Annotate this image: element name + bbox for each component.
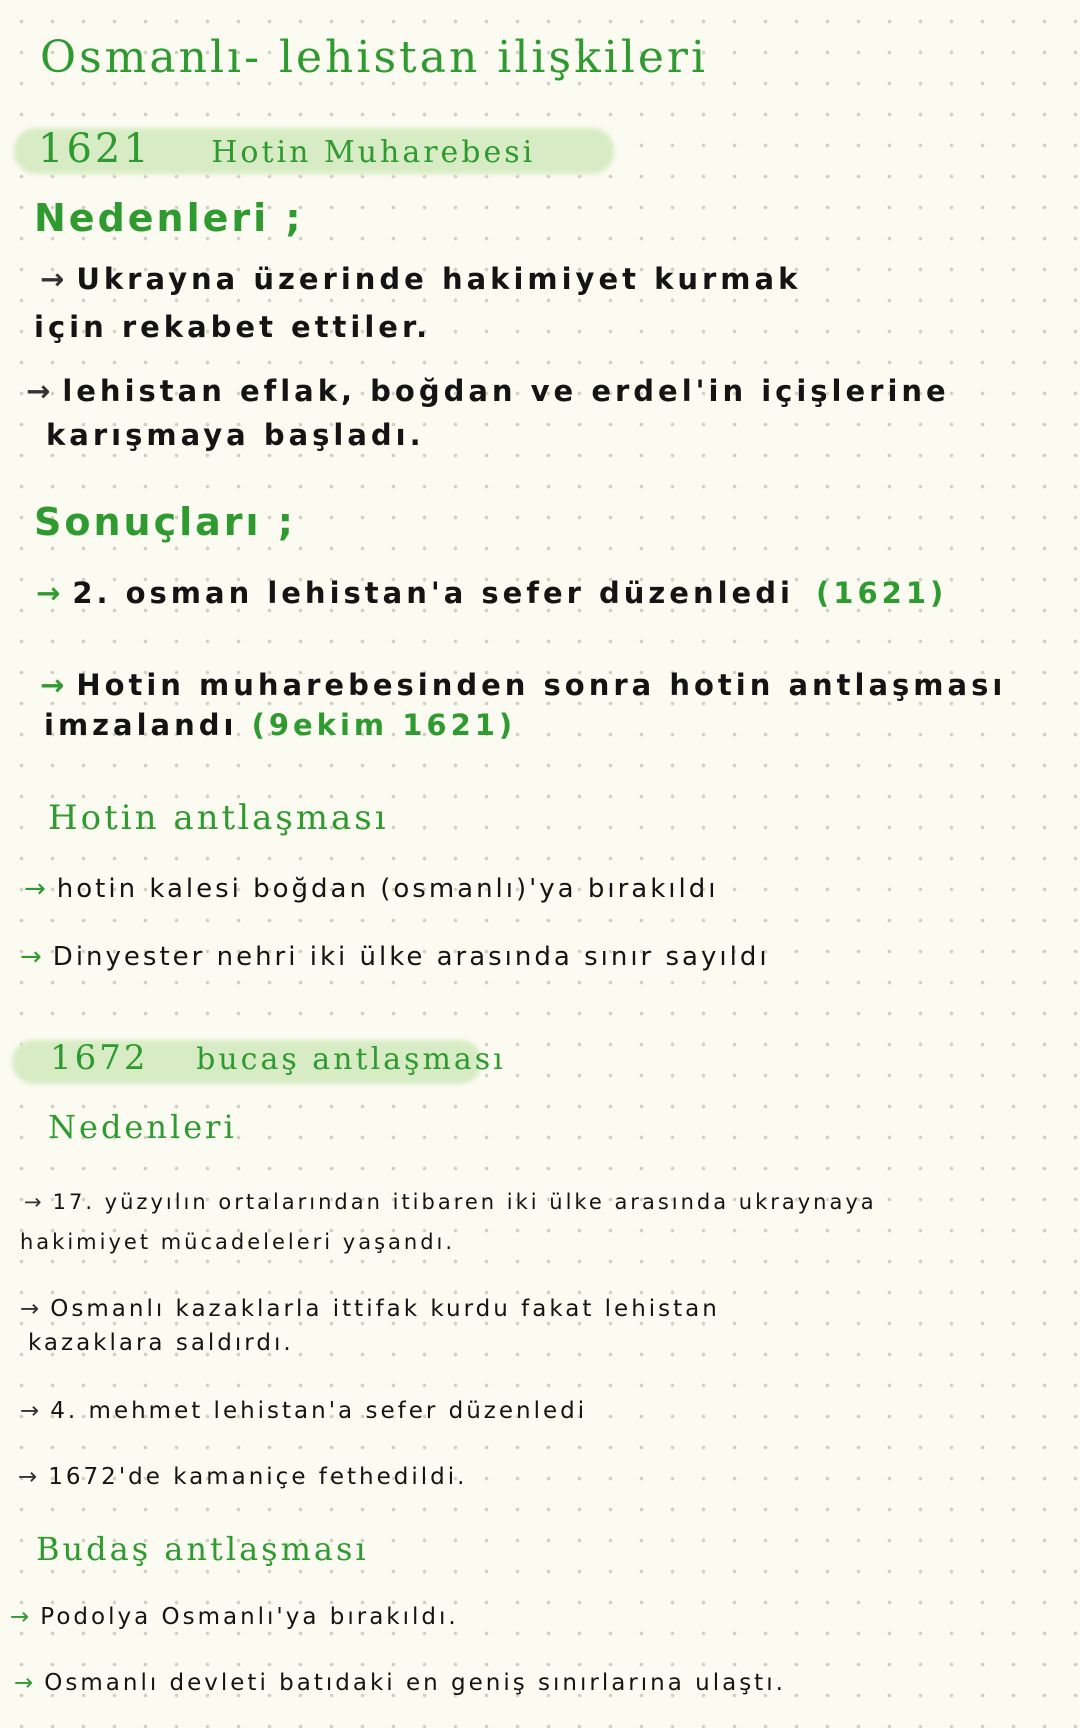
arrow-right-icon: → [24, 874, 49, 904]
section2-cause-2: → Osmanlı kazaklarla ittifak kurdu fakat lehistan [20, 1296, 720, 1322]
section1-treaty-item-1: → hotin kalesi boğdan (osmanlı)'ya bırakıldı [24, 874, 719, 904]
arrow-right-icon: → [36, 576, 65, 610]
section1-result-2-cont: imzalandı (9ekim 1621) [44, 708, 517, 742]
arrow-right-icon: → [40, 262, 69, 296]
section2-cause-2-cont: kazaklara saldırdı. [28, 1330, 294, 1356]
section2-year: 1672 [50, 1038, 149, 1078]
section2-cause-1-cont: hakimiyet mücadeleleri yaşandı. [20, 1230, 456, 1254]
arrow-right-icon: → [20, 1296, 43, 1322]
arrow-right-icon: → [10, 1604, 33, 1630]
arrow-right-icon: → [24, 1190, 45, 1214]
section2-treaty-title: Budaş antlaşması [36, 1530, 369, 1568]
section1-title: Hotin Muharebesi [211, 135, 536, 170]
section1-result-1-year: (1621) [816, 576, 948, 610]
section1-cause-2: → lehistan eflak, boğdan ve erdel'in içişlerine [26, 374, 950, 408]
section2-cause-3: → 4. mehmet lehistan'a sefer düzenledi [20, 1398, 588, 1424]
section2-treaty-item-1: → Podolya Osmanlı'ya bırakıldı. [10, 1604, 459, 1630]
section1-results-title: Sonuçları ; [34, 500, 296, 544]
section2-causes-title: Nedenleri [48, 1108, 237, 1146]
arrow-right-icon: → [18, 1464, 41, 1490]
section1-result-2-date: (9ekim 1621) [251, 708, 517, 742]
section2-cause-1: → 17. yüzyılın ortalarından itibaren iki ülke arasında ukraynaya [24, 1190, 877, 1214]
section2-cause-4: → 1672'de kamaniçe fethedildi. [18, 1464, 468, 1490]
section1-year: 1621 [38, 126, 152, 172]
section1-causes-title: Nedenleri ; [34, 196, 304, 240]
arrow-right-icon: → [20, 1398, 43, 1424]
page-title: Osmanlı- lehistan ilişkileri [40, 32, 709, 83]
section2-title: bucaş antlaşması [196, 1042, 506, 1077]
section1-heading [38, 126, 535, 172]
arrow-right-icon: → [20, 942, 45, 972]
section1-treaty-title: Hotin antlaşması [48, 798, 389, 838]
section1-cause-2-cont: karışmaya başladı. [46, 418, 425, 452]
section1-result-1: → 2. osman lehistan'a sefer düzenledi (1621) [36, 576, 948, 610]
section1-treaty-item-2: → Dinyester nehri iki ülke arasında sınır sayıldı [20, 942, 770, 972]
section1-cause-1: → Ukrayna üzerinde hakimiyet kurmak [40, 262, 802, 296]
arrow-right-icon: → [14, 1670, 37, 1696]
section1-cause-1-cont: için rekabet ettiler. [34, 310, 432, 344]
arrow-right-icon: → [40, 668, 69, 702]
arrow-right-icon: → [26, 374, 55, 408]
section2-heading [50, 1038, 506, 1078]
section2-treaty-item-2: → Osmanlı devleti batıdaki en geniş sınırlarına ulaştı. [14, 1670, 786, 1696]
section1-result-2: → Hotin muharebesinden sonra hotin antlaşması [40, 668, 1007, 702]
